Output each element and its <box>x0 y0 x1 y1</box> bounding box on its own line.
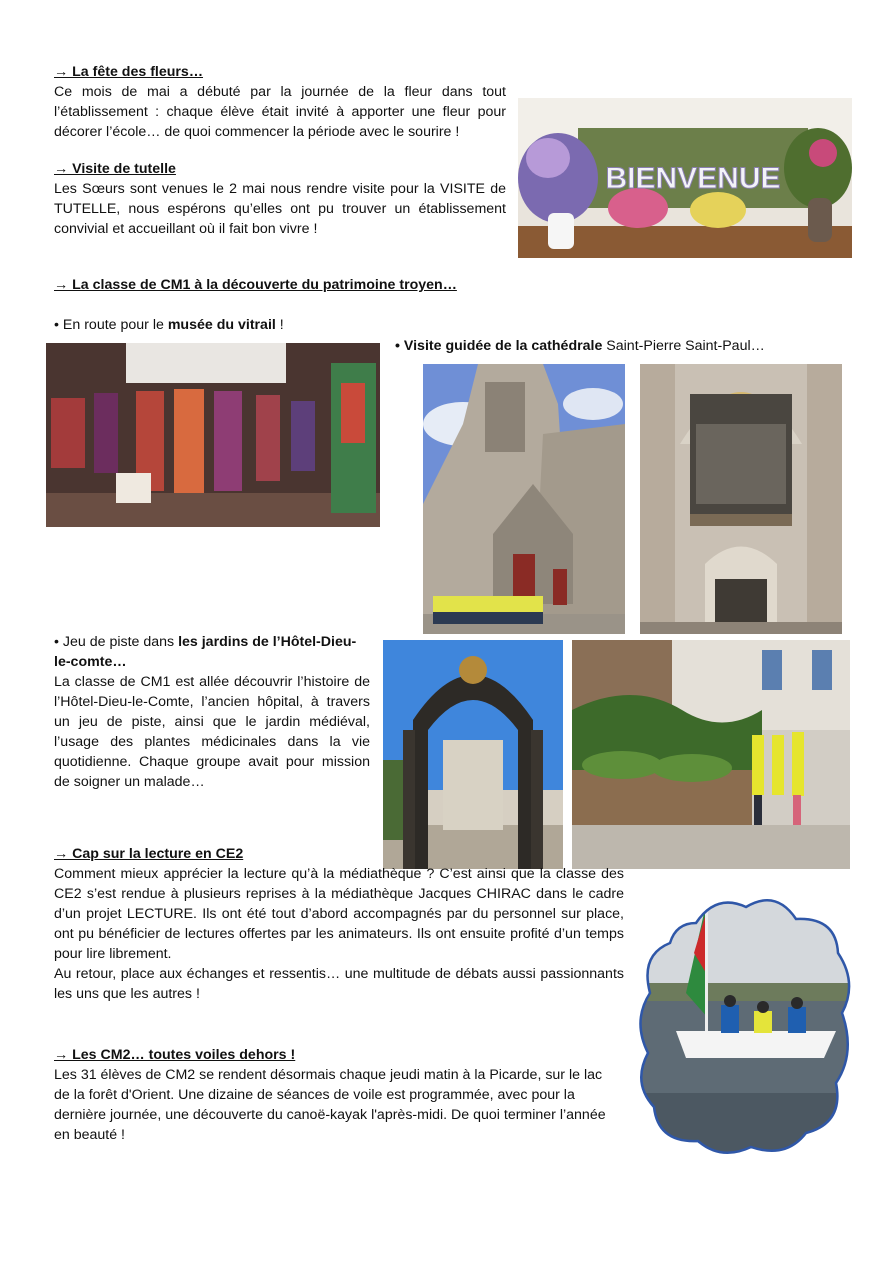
heading-fete-des-fleurs: → La fête des fleurs… <box>54 64 204 80</box>
heading-cm2-voiles: → Les CM2… toutes voiles dehors ! <box>54 1047 296 1063</box>
heading-cm1-patrimoine: → La classe de CM1 à la découverte du patrimoine troyen… <box>54 277 457 293</box>
jeu-bold: les jardins de l’Hôtel-Dieu-le-comte… <box>54 634 357 670</box>
photo-jardin-medieval <box>572 640 850 869</box>
photo-musee-vitrail <box>46 343 380 527</box>
vitrail-suffix: ! <box>275 317 284 333</box>
text-jeu-de-piste: La classe de CM1 est allée découvrir l’histoire de l’Hôtel-Dieu-le-Comte, l’ancien hôpital, à travers un jeu de piste, ainsi que le jardin médiéval, l’usage des plantes médicinales dans la vie quotidienne. Chaque groupe avait pour mission de soigner un malade… <box>54 674 370 790</box>
bullet-cathedrale <box>395 336 765 356</box>
jeu-prefix: • Jeu de piste dans <box>54 634 179 650</box>
text-cm2-voiles: Les 31 élèves de CM2 se rendent désormais chaque jeudi matin à la Picarde, sur le lac de la forêt d'Orient. Une dizaine de séances de voile est programmée, avec pour la dernière journée, une découverte du canoë-kayak l'après-midi. De quoi terminer l’année en beauté ! <box>54 1067 606 1143</box>
photo-cathedrale-orgue <box>640 364 842 634</box>
heading-visite-tutelle: → Visite de tutelle <box>54 161 176 177</box>
text-fete-des-fleurs: Ce mois de mai a débuté par la journée de la fleur dans tout l’établissement : chaque élève était invité à apporter une fleur pour décorer l’école… de quoi commencer la période avec le sourire ! <box>54 84 506 140</box>
vitrail-prefix: • En route pour le <box>54 317 168 333</box>
photo-hotel-dieu-portail <box>383 640 563 869</box>
bullet-jeu-de-piste <box>54 632 370 672</box>
cathedrale-bold: • Visite guidée de la cathédrale <box>395 338 603 354</box>
heading-cap-lecture: → Cap sur la lecture en CE2 <box>54 846 244 862</box>
text-cap-lecture-retour: Au retour, place aux échanges et ressentis… une multitude de débats aussi passionnants les uns que les autres ! <box>54 966 624 1002</box>
photo-voile-nuage <box>636 893 854 1159</box>
text-cap-lecture: Comment mieux apprécier la lecture qu’à la médiathèque ? C’est ainsi que la classe des CE2 s’est rendue à plusieurs reprises à la médiathèque Jacques CHIRAC dans le cadre d’un projet LECTURE. Ils ont été tout d’abord accompagnés par du personnel sur place, ont pu bénéficier de lectures offertes par les animateurs. Ils ont ensuite profité d’un temps pour lire librement. <box>54 866 624 962</box>
cathedrale-rest: Saint-Pierre Saint-Paul… <box>602 338 765 354</box>
bullet-musee-vitrail <box>54 315 284 335</box>
text-visite-tutelle: Les Sœurs sont venues le 2 mai nous rendre visite pour la VISITE de TUTELLE, nous espérons qu’elles ont pu trouver un établissement convivial et accueillant où il fait bon vivre ! <box>54 181 506 237</box>
bienvenue-sign-text: BIENVENUE <box>605 162 781 195</box>
photo-cathedrale-facade <box>423 364 625 634</box>
vitrail-bold: musée du vitrail <box>167 317 276 333</box>
photo-bienvenue-flowers <box>518 98 852 258</box>
